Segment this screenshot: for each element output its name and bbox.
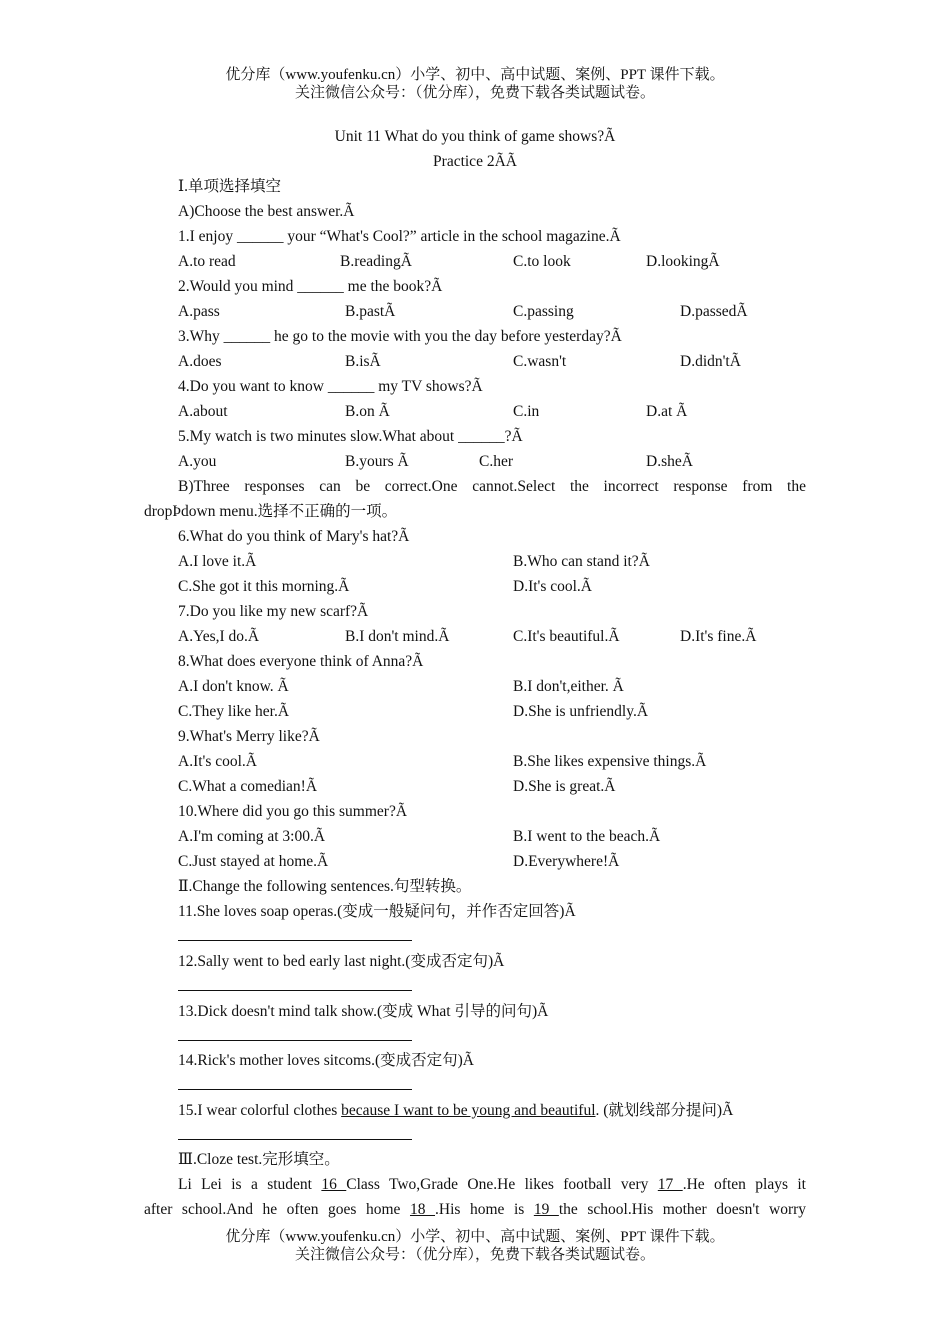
q1-option-d: D.lookingÃ bbox=[646, 253, 720, 270]
q5-option-c: C.her bbox=[479, 453, 514, 470]
cloze-text-1c: .He often plays it bbox=[682, 1176, 806, 1193]
question-4: 4.Do you want to know ______ my TV shows?Ã bbox=[178, 378, 483, 395]
blank-17: 17 bbox=[657, 1176, 683, 1193]
q8-option-b: B.I don't,either. Ã bbox=[513, 678, 624, 695]
q2-option-c: C.passing bbox=[513, 303, 574, 320]
cloze-text-2c: the school.His mother doesn't worry bbox=[558, 1201, 807, 1218]
page-footer bbox=[0, 1228, 950, 1264]
q1-option-c: C.to look bbox=[513, 253, 571, 270]
cloze-text-1a: Li Lei is a student bbox=[178, 1176, 322, 1193]
q2-option-a: A.pass bbox=[178, 303, 220, 320]
q3-option-c: C.wasn't bbox=[513, 353, 567, 370]
footer-line-2: 关注微信公众号：（优分库），免费下载各类试题试卷。 bbox=[294, 1247, 655, 1263]
q8-option-c: C.They like her.Ã bbox=[178, 703, 290, 720]
answer-line-15 bbox=[178, 1139, 412, 1140]
section-3-heading: Ⅲ.Cloze test.完形填空。 bbox=[178, 1151, 340, 1168]
q1-option-b: B.readingÃ bbox=[340, 253, 412, 270]
question-6: 6.What do you think of Mary's hat?Ã bbox=[178, 528, 410, 545]
q4-option-d: D.at Ã bbox=[646, 403, 688, 420]
header-line-1: 优分库（www.youfenku.cn）小学、初中、高中试题、案例、PPT 课件下载。 bbox=[225, 67, 725, 83]
q9-option-a: A.It's cool.Ã bbox=[178, 753, 257, 770]
q4-option-c: C.in bbox=[513, 403, 540, 420]
question-8: 8.What does everyone think of Anna?Ã bbox=[178, 653, 424, 670]
q9-option-d: D.She is great.Ã bbox=[513, 778, 616, 795]
q5-option-b: B.yours Ã bbox=[345, 453, 409, 470]
question-12: 12.Sally went to bed early last night.(变成否定句)Ã bbox=[178, 953, 505, 970]
page-subtitle: Practice 2ÃÃ bbox=[433, 153, 517, 170]
q4-option-b: B.on Ã bbox=[345, 403, 390, 420]
q10-option-b: B.I went to the beach.Ã bbox=[513, 828, 661, 845]
cloze-text-1b: Class Two,Grade One.He likes football very bbox=[346, 1176, 658, 1193]
part-a-heading: A)Choose the best answer.Ã bbox=[178, 203, 355, 220]
q6-option-a: A.I love it.Ã bbox=[178, 553, 257, 570]
question-3: 3.Why ______ he go to the movie with you the day before yesterday?Ã bbox=[178, 328, 622, 345]
q6-option-c: C.She got it this morning.Ã bbox=[178, 578, 350, 595]
q7-option-c: C.It's beautiful.Ã bbox=[513, 628, 620, 645]
page-header bbox=[0, 66, 950, 102]
blank-19: 19 bbox=[533, 1201, 559, 1218]
header-line-2: 关注微信公众号：（优分库），免费下载各类试题试卷。 bbox=[294, 85, 655, 101]
cloze-line-2 bbox=[144, 1198, 806, 1222]
q15-text-after: . (就划线部分提问)Ã bbox=[595, 1102, 734, 1119]
part-b-instruction-line-1: B)Three responses can be correct.One cannot.Select the incorrect response from the bbox=[178, 478, 806, 495]
answer-line-13 bbox=[178, 1040, 412, 1041]
question-2: 2.Would you mind ______ me the book?Ã bbox=[178, 278, 443, 295]
question-15 bbox=[178, 1099, 733, 1123]
q3-option-b: B.isÃ bbox=[345, 353, 381, 370]
answer-line-11 bbox=[178, 940, 412, 941]
q15-text-before: 15.I wear colorful clothes bbox=[178, 1102, 342, 1119]
blank-16: 16 bbox=[321, 1176, 347, 1193]
q8-option-d: D.She is unfriendly.Ã bbox=[513, 703, 649, 720]
question-5: 5.My watch is two minutes slow.What about ______?Ã bbox=[178, 428, 523, 445]
q10-option-c: C.Just stayed at home.Ã bbox=[178, 853, 329, 870]
cloze-text-2b: .His home is bbox=[435, 1201, 534, 1218]
cloze-text-2a: after school.And he often goes home bbox=[144, 1201, 410, 1218]
q6-option-b: B.Who can stand it?Ã bbox=[513, 553, 650, 570]
question-7: 7.Do you like my new scarf?Ã bbox=[178, 603, 369, 620]
question-9: 9.What's Merry like?Ã bbox=[178, 728, 320, 745]
answer-line-14 bbox=[178, 1089, 412, 1090]
q7-option-a: A.Yes,I do.Ã bbox=[178, 628, 260, 645]
question-1: 1.I enjoy ______ your “What's Cool?” article in the school magazine.Ã bbox=[178, 228, 621, 245]
part-b-instruction-line-2: dropÞdown menu.选择不正确的一项。 bbox=[144, 503, 398, 520]
question-14: 14.Rick's mother loves sitcoms.(变成否定句)Ã bbox=[178, 1052, 474, 1069]
q9-option-b: B.She likes expensive things.Ã bbox=[513, 753, 707, 770]
q10-option-a: A.I'm coming at 3:00.Ã bbox=[178, 828, 326, 845]
section-2-heading: Ⅱ.Change the following sentences.句型转换。 bbox=[178, 878, 472, 895]
q7-option-b: B.I don't mind.Ã bbox=[345, 628, 450, 645]
footer-line-1: 优分库（www.youfenku.cn）小学、初中、高中试题、案例、PPT 课件下载。 bbox=[225, 1229, 725, 1245]
q10-option-d: D.Everywhere!Ã bbox=[513, 853, 620, 870]
q9-option-c: C.What a comedian!Ã bbox=[178, 778, 318, 795]
q2-option-d: D.passedÃ bbox=[680, 303, 748, 320]
q3-option-a: A.does bbox=[178, 353, 222, 370]
question-10: 10.Where did you go this summer?Ã bbox=[178, 803, 408, 820]
question-11: 11.She loves soap operas.(变成一般疑问句，并作否定回答)Ã bbox=[178, 903, 576, 920]
section-1-heading: Ⅰ.单项选择填空 bbox=[178, 178, 281, 195]
answer-line-12 bbox=[178, 990, 412, 991]
q7-option-d: D.It's fine.Ã bbox=[680, 628, 757, 645]
q1-option-a: A.to read bbox=[178, 253, 236, 270]
blank-18: 18 bbox=[409, 1201, 436, 1218]
page-title: Unit 11 What do you think of game shows?Ã bbox=[334, 128, 616, 145]
q3-option-d: D.didn'tÃ bbox=[680, 353, 741, 370]
cloze-line-1 bbox=[178, 1173, 806, 1197]
question-13: 13.Dick doesn't mind talk show.(变成 What 引导的问句)Ã bbox=[178, 1003, 549, 1020]
q5-option-a: A.you bbox=[178, 453, 217, 470]
q15-underlined-phrase: because I want to be young and beautiful bbox=[341, 1102, 596, 1119]
q8-option-a: A.I don't know. Ã bbox=[178, 678, 289, 695]
q5-option-d: D.sheÃ bbox=[646, 453, 693, 470]
q4-option-a: A.about bbox=[178, 403, 228, 420]
q6-option-d: D.It's cool.Ã bbox=[513, 578, 592, 595]
q2-option-b: B.pastÃ bbox=[345, 303, 396, 320]
